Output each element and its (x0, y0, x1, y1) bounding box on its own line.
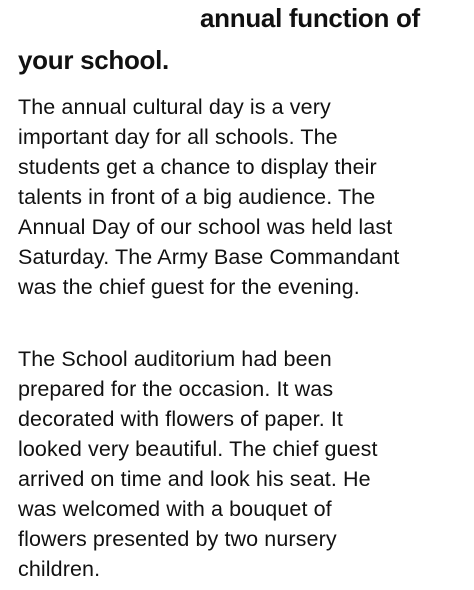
paragraph-line: talents in front of a big audience. The (18, 185, 376, 209)
heading-line-1: annual function of (200, 3, 420, 33)
paragraph-line: children. (18, 557, 101, 581)
paragraph-line: looked very beautiful. The chief guest (18, 437, 378, 461)
paragraph-line: arrived on time and look his seat. He (18, 467, 371, 491)
paragraph-line: The annual cultural day is a very (18, 95, 331, 119)
paragraph-line: flowers presented by two nursery (18, 527, 337, 551)
paragraph-line: was welcomed with a bouquet of (18, 497, 332, 521)
paragraph-line: was the chief guest for the evening. (18, 275, 360, 299)
paragraph-line: prepared for the occasion. It was (18, 377, 334, 401)
paragraph-line: students get a chance to display their (18, 155, 377, 179)
paragraph-line: Saturday. The Army Base Commandant (18, 245, 400, 269)
paragraph-line: The School auditorium had been (18, 347, 332, 371)
paragraph-line: Annual Day of our school was held last (18, 215, 393, 239)
heading-line-2: your school. (18, 45, 169, 75)
paragraph-line: important day for all schools. The (18, 125, 338, 149)
paragraph-line: decorated with flowers of paper. It (18, 407, 343, 431)
paragraph-2 (18, 344, 468, 584)
paragraph-1 (18, 92, 468, 302)
heading (18, 0, 458, 80)
